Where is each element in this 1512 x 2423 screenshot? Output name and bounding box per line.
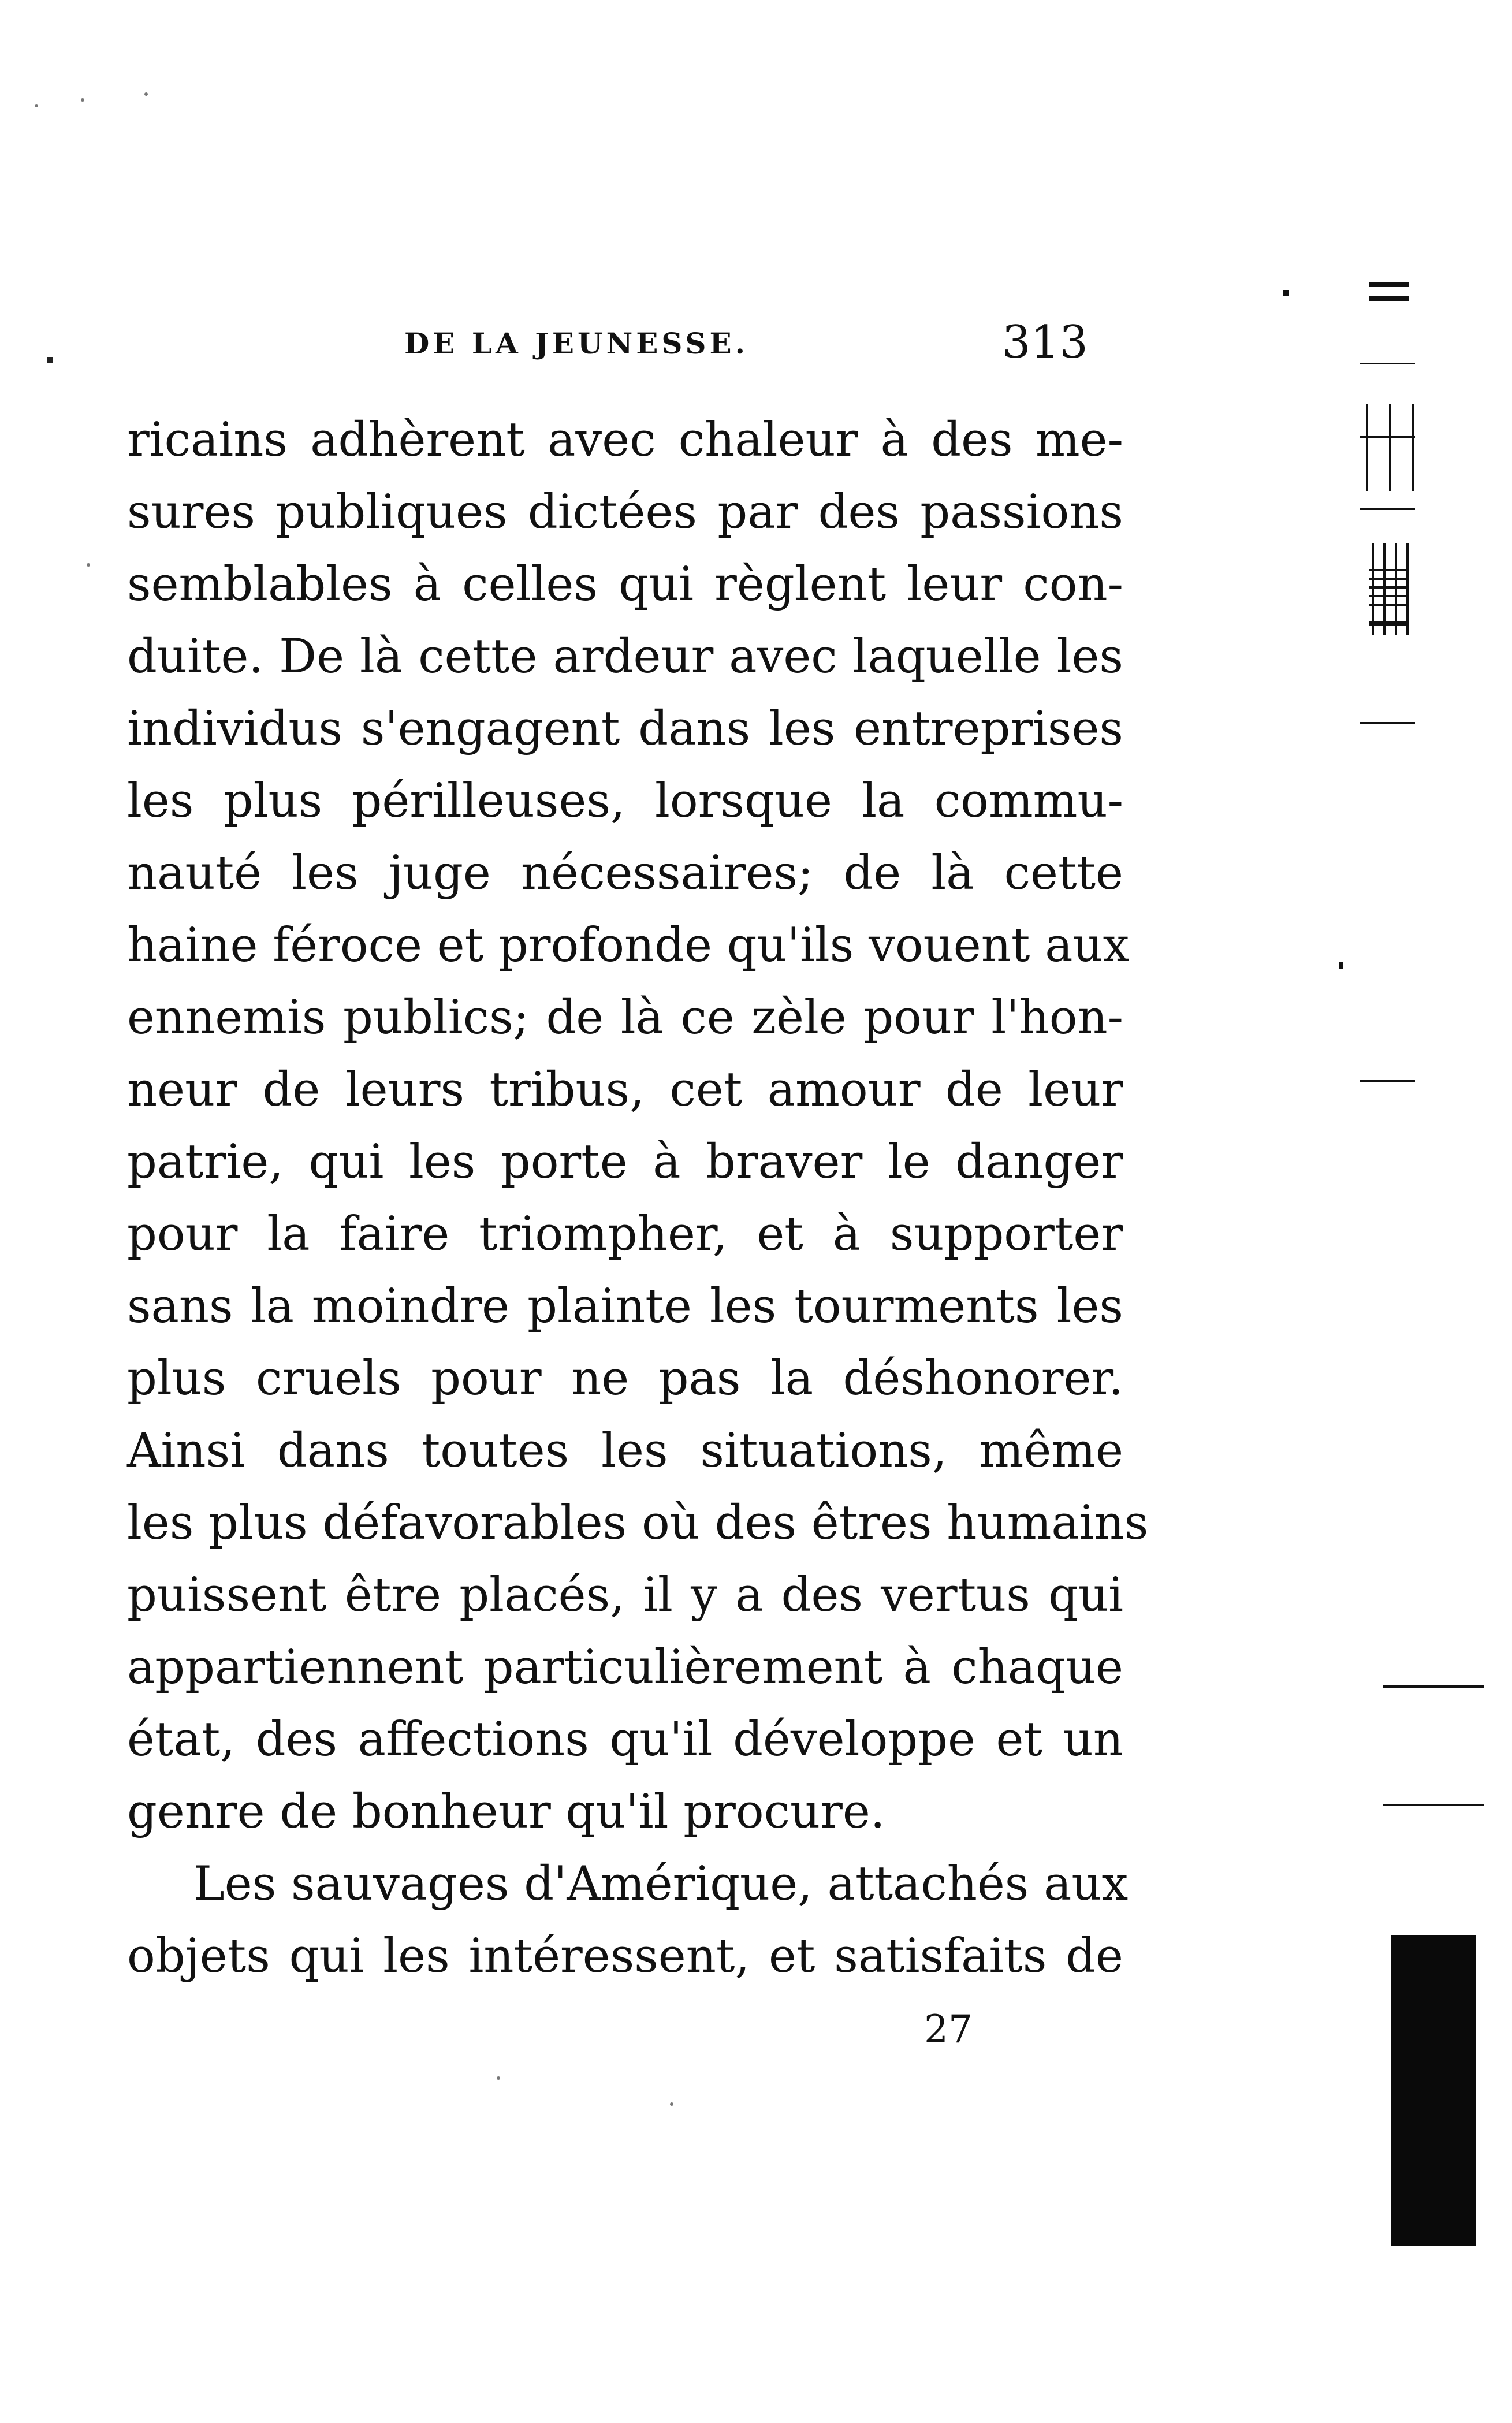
text-line: sans la moindre plainte les tourments les: [127, 1279, 1123, 1334]
margin-rule: [1369, 569, 1409, 571]
margin-dot: [47, 357, 53, 363]
text-line: sures publiques dictées par des passions: [127, 485, 1123, 539]
margin-rule: [1383, 1804, 1484, 1806]
text-line: ricains adhèrent avec chaleur à des me-: [127, 413, 1123, 467]
margin-bar: [1372, 543, 1374, 635]
text-line: les plus périlleuses, lorsque la commu-: [127, 774, 1123, 828]
text-line: appartiennent particulièrement à chaque: [127, 1640, 1123, 1695]
scan-speck: [497, 2076, 500, 2080]
margin-bar: [1389, 404, 1391, 491]
text-line: puissent être placés, il y a des vertus qui: [127, 1568, 1123, 1622]
margin-rule: [1369, 595, 1409, 597]
margin-bar: [1383, 543, 1386, 635]
margin-rule: [1360, 508, 1415, 510]
margin-bar: [1406, 543, 1409, 635]
body-text: [127, 404, 1149, 1993]
margin-dot: [1339, 962, 1343, 969]
margin-dot: [1283, 290, 1289, 296]
margin-rule: [1369, 296, 1409, 301]
text-line: genre de bonheur qu'il procure.: [127, 1785, 885, 1839]
text-line: objets qui les intéressent, et satisfaits de: [127, 1929, 1123, 1983]
margin-rule: [1369, 621, 1409, 626]
text-line: ennemis publics; de là ce zèle pour l'hon-: [127, 991, 1123, 1045]
margin-rule: [1360, 436, 1415, 438]
text-line: état, des affections qu'il développe et un: [127, 1713, 1123, 1767]
text-line: les plus défavorables où des êtres humains: [127, 1496, 1149, 1550]
text-line: individus s'engagent dans les entreprises: [127, 702, 1123, 756]
margin-rule: [1369, 578, 1409, 580]
margin-rule: [1369, 586, 1409, 589]
margin-rule: [1369, 604, 1409, 606]
scan-speck: [144, 92, 148, 96]
text-line: neur de leurs tribus, cet amour de leur: [127, 1063, 1123, 1117]
text-line: duite. De là cette ardeur avec laquelle les: [127, 630, 1123, 684]
text-line: pour la faire triompher, et à supporter: [127, 1207, 1123, 1261]
margin-rule: [1369, 282, 1409, 287]
margin-bar: [1412, 404, 1414, 491]
text-line: nauté les juge nécessaires; de là cette: [127, 846, 1123, 900]
scan-speck: [35, 104, 38, 107]
margin-rule: [1360, 722, 1415, 724]
margin-bar: [1395, 543, 1397, 635]
text-line: patrie, qui les porte à braver le danger: [127, 1135, 1123, 1189]
margin-bar: [1366, 404, 1368, 491]
text-line: Les sauvages d'Amérique, attachés aux: [193, 1857, 1129, 1911]
text-line: plus cruels pour ne pas la déshonorer.: [127, 1352, 1123, 1406]
scan-edge-block: [1391, 1935, 1476, 2246]
text-line: haine féroce et profonde qu'ils vouent aux: [127, 918, 1130, 973]
scan-speck: [670, 2102, 673, 2106]
page-number: 313: [1002, 317, 1088, 369]
margin-rule: [1360, 363, 1415, 364]
running-head: DE LA JEUNESSE.: [404, 326, 749, 360]
margin-rule: [1383, 1685, 1484, 1688]
scan-speck: [81, 98, 84, 102]
text-line: Ainsi dans toutes les situations, même: [127, 1424, 1123, 1478]
signature-mark: 27: [924, 2007, 973, 2052]
text-line: semblables à celles qui règlent leur con-: [127, 557, 1123, 612]
scan-speck: [87, 563, 90, 567]
margin-rule: [1360, 1080, 1415, 1082]
